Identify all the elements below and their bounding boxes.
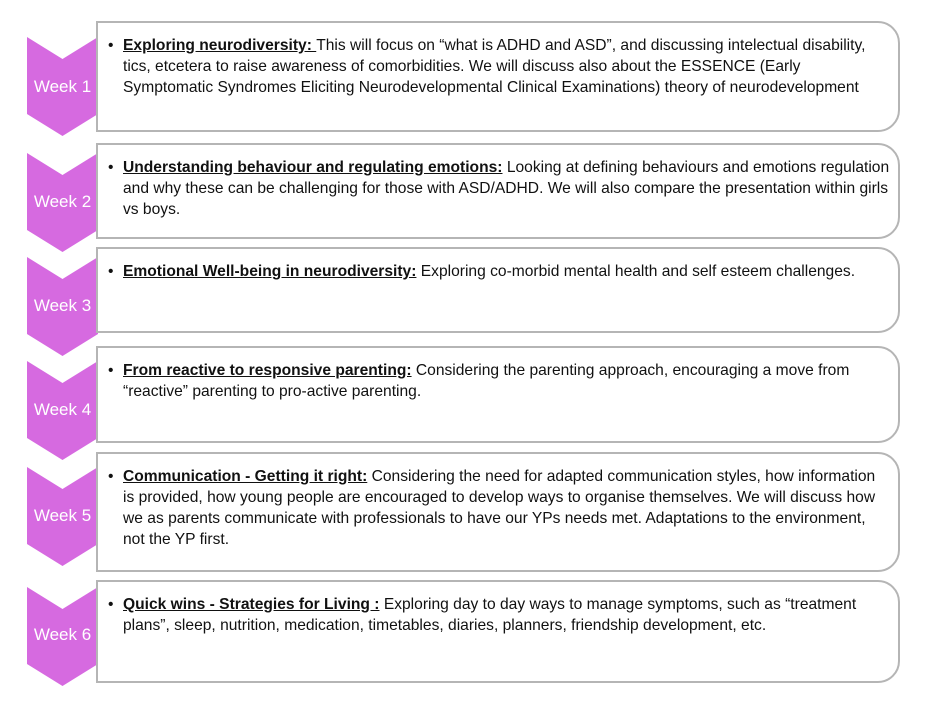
bullet-icon: •	[108, 362, 114, 379]
bullet-icon: •	[108, 468, 114, 485]
week-3-content-box	[96, 247, 900, 333]
bullet-icon: •	[108, 596, 114, 613]
week-3-heading: Emotional Well-being in neurodiversity:	[123, 263, 417, 280]
week-6-bullet-item	[108, 594, 890, 636]
week-6-chevron	[27, 587, 98, 686]
bullet-icon: •	[108, 37, 114, 54]
week-1-description: This will focus on “what is ADHD and ASD”, and discussing intelectual disability, tics, etcetera to raise awareness of comorbidities. We will discuss also about the ESSENCE (Early Symptomatic Syndromes Eliciting Neurodevelopmental Clinical Examinations) theory of neurodevelopment	[123, 37, 866, 96]
week-4-chevron	[27, 361, 98, 460]
week-3-description: Exploring co-morbid mental health and self esteem challenges.	[416, 263, 856, 280]
week-3-bullet-item	[108, 261, 890, 282]
week-6-heading: Quick wins - Strategies for Living :	[123, 596, 380, 613]
week-5-bullet-item	[108, 466, 890, 550]
week-5-heading: Communication - Getting it right:	[123, 468, 368, 485]
week-5-description: Considering the need for adapted communication styles, how information is provided, how young people are encouraged to develop ways to organise themselves. We will discuss how we as parents communicate with professionals to have our YPs needs met. Adaptations to the environment, not the YP first.	[123, 468, 876, 548]
week-5-content-box	[96, 452, 900, 572]
week-4-content-box	[96, 346, 900, 443]
week-label: Week 6	[33, 625, 92, 644]
week-2-content-box	[96, 143, 900, 239]
week-label: Week 2	[33, 192, 92, 211]
week-4-heading: From reactive to responsive parenting:	[123, 362, 412, 379]
week-1-heading: Exploring neurodiversity:	[123, 37, 317, 54]
bullet-icon: •	[108, 159, 114, 176]
week-3-chevron	[27, 257, 98, 356]
week-2-description: Looking at defining behaviours and emotions regulation and why these can be challenging for those with ASD/ADHD. We will also compare the presentation within girls vs boys.	[123, 159, 890, 218]
week-6-content-box	[96, 580, 900, 683]
week-label: Week 5	[33, 506, 92, 525]
week-4-bullet-item	[108, 360, 890, 402]
week-label: Week 3	[33, 296, 92, 315]
week-1-content-box	[96, 21, 900, 132]
week-2-chevron	[27, 153, 98, 252]
week-2-heading: Understanding behaviour and regulating emotions:	[123, 159, 503, 176]
week-5-chevron	[27, 467, 98, 566]
week-label: Week 4	[33, 400, 92, 419]
week-label: Week 1	[33, 77, 92, 96]
week-1-bullet-item	[108, 35, 890, 98]
week-4-description: Considering the parenting approach, encouraging a move from “reactive” parenting to pro-active parenting.	[123, 362, 850, 400]
week-2-bullet-item	[108, 157, 890, 220]
week-6-description: Exploring day to day ways to manage symptoms, such as “treatment plans”, sleep, nutrition, medication, timetables, diaries, planners, friendship development, etc.	[123, 596, 857, 634]
bullet-icon: •	[108, 263, 114, 280]
week-1-chevron	[27, 37, 98, 136]
